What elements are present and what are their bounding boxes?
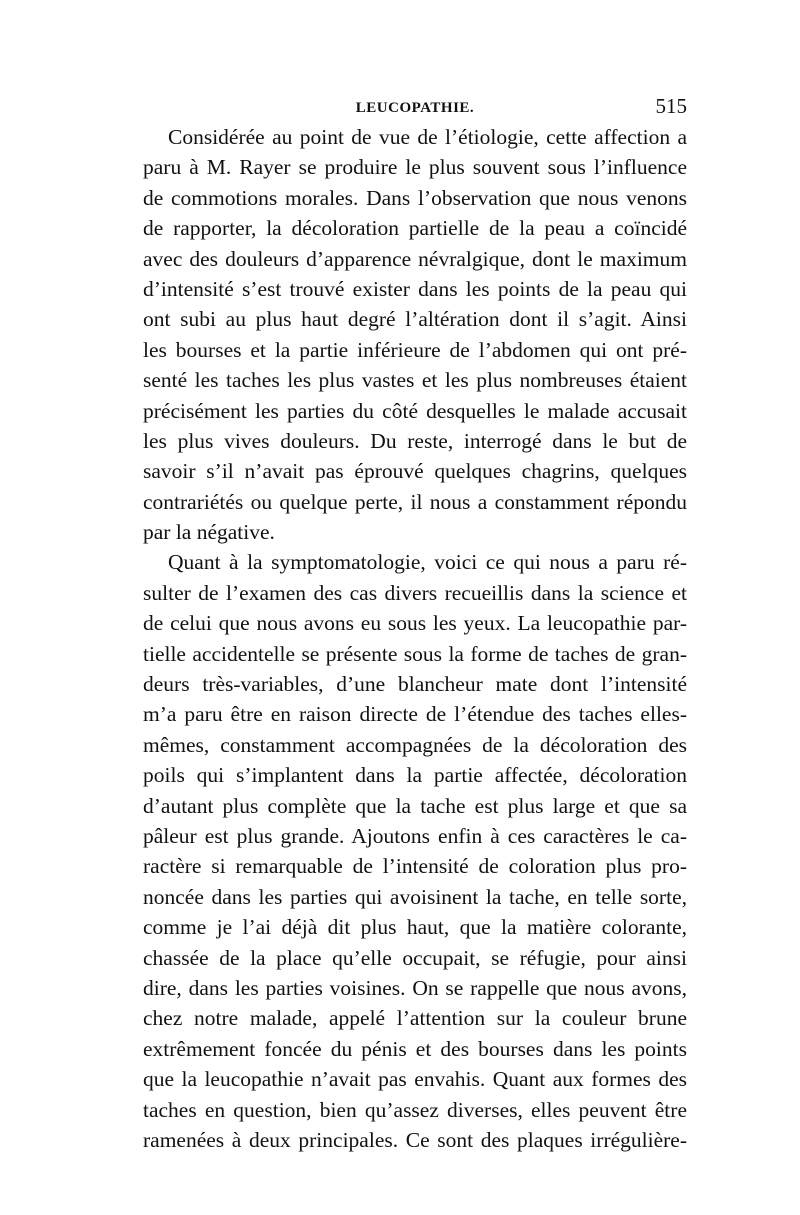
text-line: senté les taches les plus vastes et les plus nombreuses étaient (143, 368, 687, 393)
text-line: Considérée au point de vue de l’étiologie, cette affection a (168, 125, 687, 149)
text-line: Quant à la symptomatologie, voici ce qui nous a paru ré- (168, 550, 687, 575)
text-line: comme je l’ai déjà dit plus haut, que la matière colorante, (143, 915, 687, 940)
text-line: précisément les parties du côté desquelles le malade accusait (143, 398, 687, 423)
text-line: paru à M. Rayer se produire le plus souvent sous l’influence (143, 155, 687, 180)
text-line: noncée dans les parties qui avoisinent la tache, en telle sorte, (143, 884, 687, 909)
text-line: mêmes, constamment accompagnées de la décoloration des (143, 732, 687, 757)
text-line: les plus vives douleurs. Du reste, interrogé dans le but de (143, 428, 687, 453)
text-line: les bourses et la partie inférieure de l’abdomen qui ont pré- (143, 337, 687, 362)
text-line: que la leucopathie n’avait pas envahis. Quant aux formes des (143, 1067, 687, 1092)
text-line: avec des douleurs d’apparence névralgique, dont le maximum (143, 246, 687, 271)
text-line: sulter de l’examen des cas divers recueillis dans la science et (143, 580, 687, 605)
text-line: dire, dans les parties voisines. On se rappelle que nous avons, (143, 975, 687, 1000)
text-line: de celui que nous avons eu sous les yeux. La leucopathie par- (143, 611, 687, 636)
text-line: extrêmement foncée du pénis et des bourses dans les points (143, 1036, 687, 1061)
text-line: de commotions morales. Dans l’observation que nous venons (143, 185, 687, 210)
text-line: deurs très-variables, d’une blancheur mate dont l’intensité (143, 672, 687, 697)
text-line: contrariétés ou quelque perte, il nous a constamment répondu (143, 489, 687, 514)
text-line: m’a paru être en raison directe de l’étendue des taches elles- (143, 702, 687, 727)
text-line: ramenées à deux principales. Ce sont des plaques irrégulière- (143, 1127, 687, 1152)
text-line: pâleur est plus grande. Ajoutons enfin à ces caractères le ca- (143, 823, 687, 848)
running-head (143, 92, 687, 122)
text-line: taches en question, bien qu’assez diverses, elles peuvent être (143, 1097, 687, 1122)
page-number: 515 (655, 94, 687, 118)
text-line: d’autant plus complète que la tache est plus large et que sa (143, 793, 687, 818)
text-line: par la négative. (143, 520, 275, 545)
text-line: tielle accidentelle se présente sous la forme de taches de gran- (143, 641, 687, 666)
text-line: chez notre malade, appelé l’attention sur la couleur brune (143, 1006, 687, 1031)
text-line: savoir s’il n’avait pas éprouvé quelques chagrins, quelques (143, 459, 687, 484)
text-line: poils qui s’implantent dans la partie affectée, décoloration (143, 763, 687, 788)
text-line: d’intensité s’est trouvé exister dans les points de la peau qui (143, 276, 687, 301)
text-line: chassée de la place qu’elle occupait, se réfugie, pour ainsi (143, 945, 687, 970)
text-line: ractère si remarquable de l’intensité de coloration plus pro- (143, 854, 687, 879)
text-line: ont subi au plus haut degré l’altération dont il s’agit. Ainsi (143, 307, 687, 332)
body-text (143, 122, 687, 1155)
running-title: LEUCOPATHIE. (355, 100, 475, 116)
text-line: de rapporter, la décoloration partielle de la peau a coïncidé (143, 216, 687, 241)
